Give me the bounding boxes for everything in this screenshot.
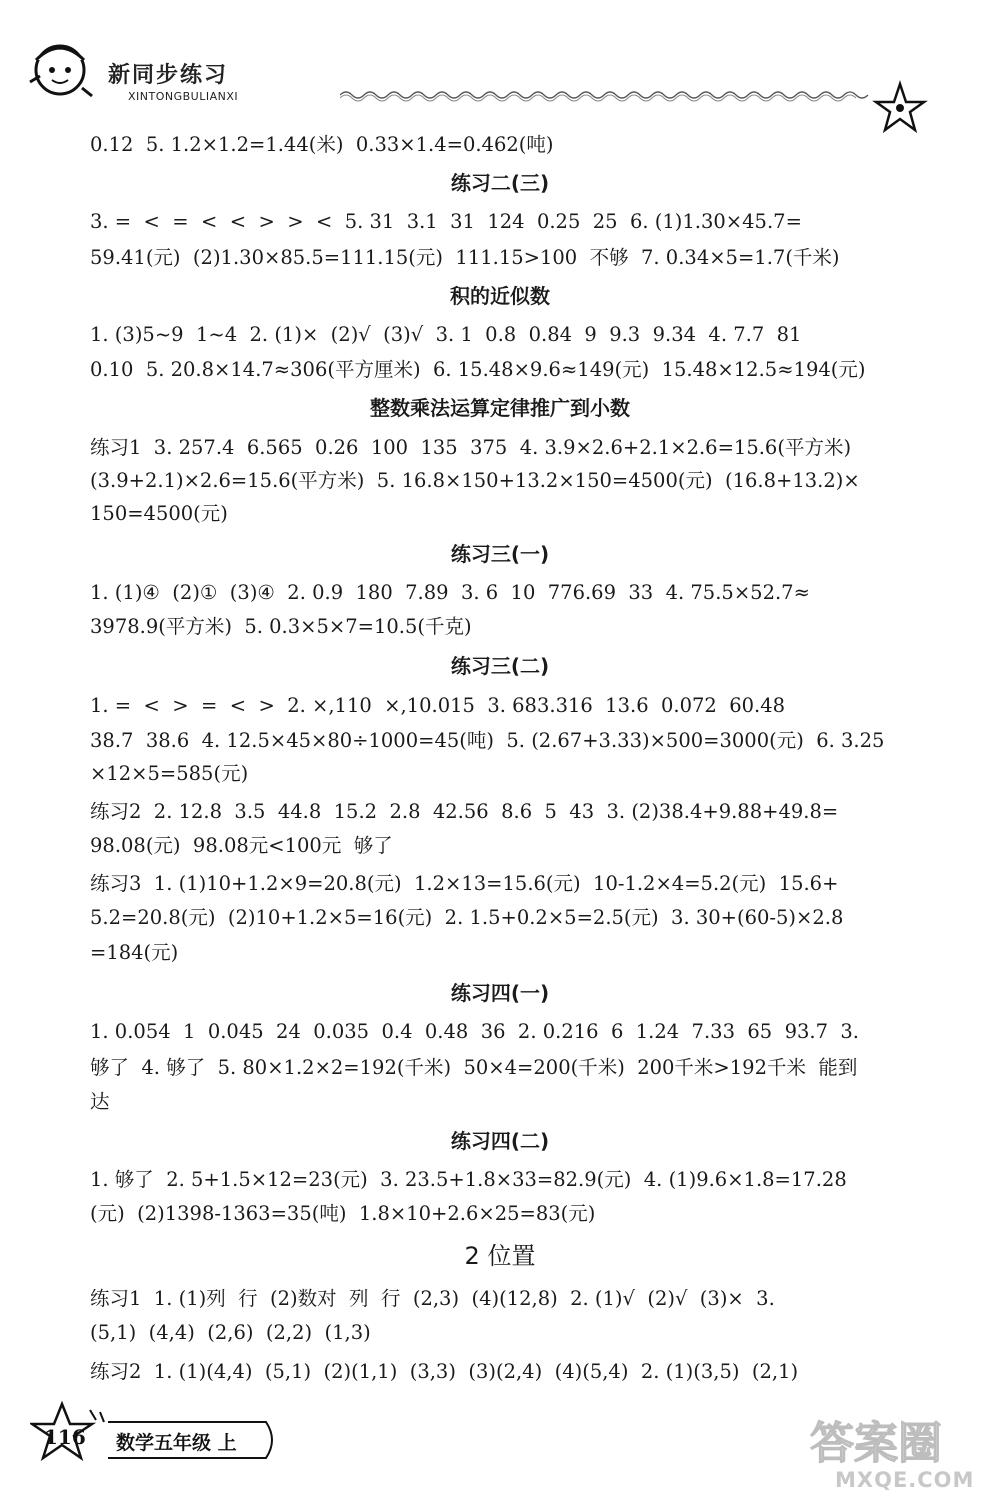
section-title: 练习三(二) — [450, 654, 550, 678]
chapter-title: 2 位置 — [464, 1242, 536, 1270]
page-number: 116 — [44, 1425, 86, 1449]
answer-line: 38.7 38.6 4. 12.5×45×80÷1000=45(吨) 5. (2.67+3.33)×500=3000(元) 6. 3.25 — [90, 729, 885, 752]
section-title: 练习三(一) — [450, 542, 550, 566]
answer-line: (5,1) (4,4) (2,6) (2,2) (1,3) — [90, 1321, 371, 1344]
svg-text:答案圈: 答案圈 — [810, 1418, 942, 1469]
answer-line: 150=4500(元) — [90, 502, 228, 525]
answer-line: 练习2 1. (1)(4,4) (5,1) (2)(1,1) (3,3) (3)(2,4) (4)(5,4) 2. (1)(3,5) (2,1) — [90, 1360, 799, 1383]
section-title: 整数乘法运算定律推广到小数 — [370, 396, 630, 420]
book-title: 数学五年级 上 — [116, 1432, 237, 1454]
brand-title: 新同步练习 — [108, 63, 229, 88]
answer-line: 1. (3)5~9 1~4 2. (1)× (2)√ (3)√ 3. 1 0.8 0.84 9 9.3 9.34 4. 7.7 81 — [90, 323, 802, 346]
watermark-logo — [800, 1410, 990, 1470]
answer-line: 98.08(元) 98.08元<100元 够了 — [90, 834, 393, 857]
header-divider — [340, 88, 880, 102]
watermark-url: MXQE.COM — [835, 1468, 975, 1492]
answer-line: 练习2 2. 12.8 3.5 44.8 15.2 2.8 42.56 8.6 5 43 3. (2)38.4+9.88+49.8= — [90, 800, 839, 823]
answer-line: 59.41(元) (2)1.30×85.5=111.15(元) 111.15>100 不够 7. 0.34×5=1.7(千米) — [90, 246, 840, 269]
answer-line: 3978.9(平方米) 5. 0.3×5×7=10.5(千克) — [90, 615, 472, 638]
answer-line: 1. (1)④ (2)① (3)④ 2. 0.9 180 7.89 3. 6 10 776.69 33 4. 75.5×52.7≈ — [90, 581, 810, 604]
mascot-icon — [22, 30, 102, 110]
answer-line: 0.12 5. 1.2×1.2=1.44(米) 0.33×1.4=0.462(吨) — [90, 133, 554, 156]
answer-line: 0.10 5. 20.8×14.7≈306(平方厘米) 6. 15.48×9.6≈149(元) 15.48×12.5≈194(元) — [90, 358, 866, 381]
section-title: 练习四(一) — [450, 981, 550, 1005]
answer-line: 够了 4. 够了 5. 80×1.2×2=192(千米) 50×4=200(千米) 200千米>192千米 能到 — [90, 1056, 858, 1079]
answer-line: (3.9+2.1)×2.6=15.6(平方米) 5. 16.8×150+13.2×150=4500(元) (16.8+13.2)× — [90, 469, 860, 492]
answer-line: 练习3 1. (1)10+1.2×9=20.8(元) 1.2×13=15.6(元) 10-1.2×4=5.2(元) 15.6+ — [90, 872, 839, 895]
answer-line: 3. = < = < < > > < 5. 31 3.1 31 124 0.25 25 6. (1)1.30×45.7= — [90, 210, 802, 233]
answer-line: 1. 够了 2. 5+1.5×12=23(元) 3. 23.5+1.8×33=82.9(元) 4. (1)9.6×1.8=17.28 — [90, 1168, 847, 1191]
answer-line: 练习1 3. 257.4 6.565 0.26 100 135 375 4. 3.9×2.6+2.1×2.6=15.6(平方米) — [90, 436, 852, 459]
answer-line: 1. 0.054 1 0.045 24 0.035 0.4 0.48 36 2. 0.216 6 1.24 7.33 65 93.7 3. — [90, 1020, 860, 1043]
section-title: 练习二(三) — [450, 171, 550, 195]
answer-line: ×12×5=585(元) — [90, 762, 249, 785]
answer-line: 1. = < > = < > 2. ×,110 ×,10.015 3. 683.316 13.6 0.072 60.48 — [90, 694, 786, 717]
answer-line: 练习1 1. (1)列 行 (2)数对 列 行 (2,3) (4)(12,8) 2. (1)√ (2)√ (3)× 3. — [90, 1287, 775, 1310]
star-icon — [870, 78, 930, 138]
answer-line: (元) (2)1398-1363=35(吨) 1.8×10+2.6×25=83(元) — [90, 1202, 596, 1225]
section-title: 积的近似数 — [450, 284, 550, 308]
section-title: 练习四(二) — [450, 1129, 550, 1153]
answer-line: =184(元) — [90, 941, 179, 964]
answer-line: 达 — [90, 1090, 110, 1113]
answer-line: 5.2=20.8(元) (2)10+1.2×5=16(元) 2. 1.5+0.2×5=2.5(元) 3. 30+(60-5)×2.8 — [90, 906, 844, 929]
brand-subtitle: XINTONGBULIANXI — [128, 90, 239, 103]
